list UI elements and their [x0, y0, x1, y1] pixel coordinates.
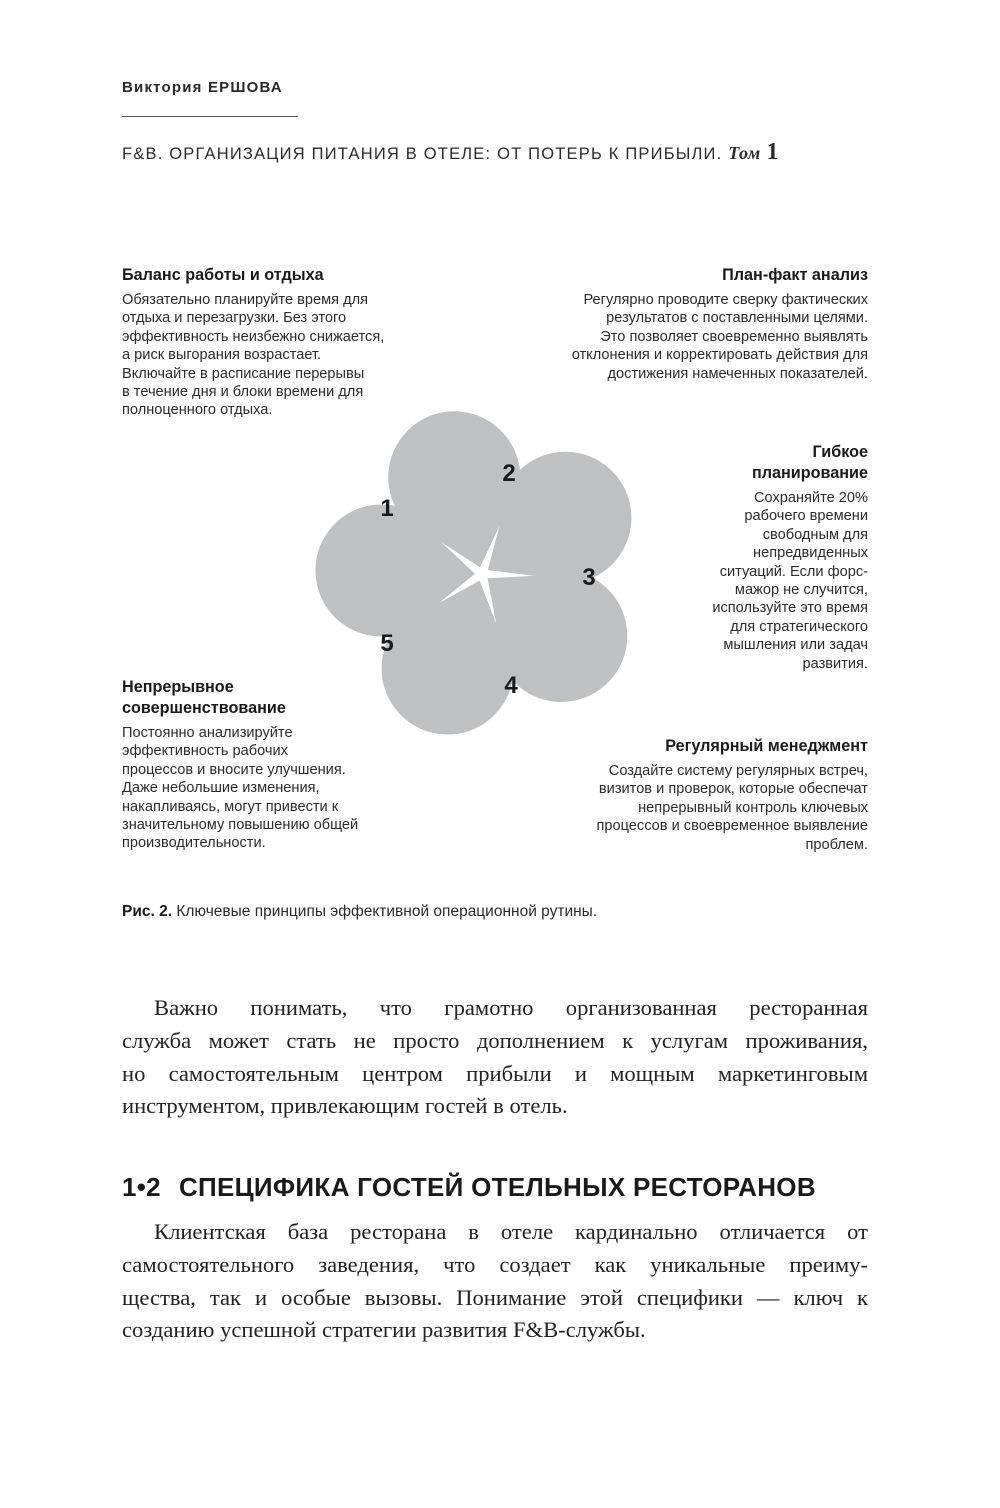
principle-plan-fact-analysis: [572, 265, 868, 383]
principle-text-line: Создайте систему регулярных встреч,: [608, 763, 868, 779]
principle-text-line: процессов и вносите улучшения.: [122, 761, 346, 778]
principle-flexible-planning: [712, 442, 868, 673]
principle-text-line: эффективность неизбежно снижается,: [122, 328, 385, 345]
paragraph-line: Важно понимать, что грамотно организованная ресторанная: [154, 995, 868, 1020]
principle-text-line: Постоянно анализируйте: [122, 725, 293, 741]
paragraph-line: Клиентская база ресторана в отеле кардинально отличается от: [154, 1219, 868, 1244]
petal-number-4: 4: [504, 672, 518, 699]
principle-text-line: развития.: [802, 655, 868, 672]
paragraph-line: созданию успешной стратегии развития F&B-службы.: [122, 1317, 646, 1343]
section-number: 1•2: [122, 1172, 161, 1202]
petal-number-1: 1: [380, 495, 394, 522]
principle-text-line: процессов и своевременное выявление: [596, 818, 868, 835]
paragraph-line: инструментом, привлекающим гостей в отель.: [122, 1093, 568, 1119]
petal-group: [313, 396, 657, 754]
paragraph-line: самостоятельного заведения, что создает как уникальные преиму-: [122, 1251, 868, 1277]
principle-text-line: отдыха и перезагрузки. Без этого: [122, 310, 347, 327]
principle-text-line: а риск выгорания возрастает.: [122, 347, 322, 364]
principle-text-line: накапливаясь, могут привести к: [122, 798, 339, 815]
principle-text-line: непрерывный контроль ключевых: [638, 799, 868, 816]
body-paragraph: [122, 1216, 868, 1347]
principle-text-line: мышления или задач: [723, 637, 868, 654]
principle-title-line: Гибкое: [812, 443, 868, 461]
principle-text-line: используйте это время: [712, 600, 868, 617]
running-header: [122, 139, 779, 166]
principle-title: [712, 442, 868, 484]
principle-text-line: для стратегического: [730, 618, 868, 635]
petal-number-2: 2: [502, 460, 516, 487]
book-title: F&B. ОРГАНИЗАЦИЯ ПИТАНИЯ В ОТЕЛЕ: ОТ ПОТЕРЬ К ПРИБЫЛИ.: [122, 145, 723, 163]
petal-number-3: 3: [582, 564, 596, 591]
body-paragraph: [122, 992, 868, 1123]
principle-text-line: свободным для: [762, 526, 868, 543]
principle-text-line: Сохраняйте 20%: [753, 490, 868, 506]
figure-caption: [122, 903, 597, 921]
caption-label: Рис. 2.: [122, 903, 173, 920]
caption-text: Ключевые принципы эффективной операционной рутины.: [176, 903, 598, 920]
principle-text-line: в течение дня и блоки времени для: [122, 384, 364, 401]
principle-text-line: отклонения и корректировать действия для: [571, 347, 868, 364]
principle-text-line: Обязательно планируйте время для: [122, 292, 369, 308]
paragraph-line: служба может стать не просто дополнением к услугам проживания,: [122, 1027, 868, 1053]
author-divider: [122, 116, 298, 117]
paragraph-line: но самостоятельным центром прибыли и мощным маркетинговым: [122, 1060, 868, 1086]
principle-text-line: ситуаций. Если форс-: [719, 563, 868, 580]
principle-text-line: визитов и проверок, которые обеспечат: [598, 781, 868, 798]
principle-text-line: производительности.: [122, 835, 266, 852]
principle-text-line: значительному повышению общей: [122, 817, 359, 834]
principle-text-line: проблем.: [805, 836, 868, 853]
section-title: СПЕЦИФИКА ГОСТЕЙ ОТЕЛЬНЫХ РЕСТОРАНОВ: [178, 1172, 816, 1202]
section-heading: [122, 1172, 816, 1203]
principle-title-line: планирование: [751, 464, 868, 482]
principle-text-line: эффективность рабочих: [122, 743, 288, 760]
volume-label: Том: [728, 143, 761, 163]
author-name: Виктория ЕРШОВА: [122, 79, 283, 96]
principle-text-line: рабочего времени: [744, 508, 868, 525]
principle-text-line: полноценного отдыха.: [122, 402, 273, 419]
principle-text-line: Регулярно проводите сверку фактических: [583, 292, 868, 308]
principle-title: Баланс работы и отдыха: [122, 266, 324, 284]
principle-title-line: совершенствование: [122, 699, 286, 717]
five-petal-diagram: [290, 380, 690, 780]
principle-title-line: Непрерывное: [122, 678, 234, 696]
petal-number-5: 5: [380, 630, 394, 657]
principle-text-line: Это позволяет своевременно выявлять: [600, 328, 868, 345]
principle-text-line: результатов с поставленными целями.: [606, 310, 868, 327]
principle-text-line: Даже небольшие изменения,: [122, 780, 320, 797]
principle-text-line: достижения намеченных показателей.: [607, 365, 868, 382]
principle-text-line: мажор не случится,: [734, 582, 868, 599]
principle-title: Регулярный менеджмент: [665, 737, 868, 755]
volume-number: 1: [766, 139, 779, 165]
principle-text-line: непредвиденных: [753, 545, 868, 562]
principle-title: План-факт анализ: [722, 266, 868, 284]
principle-text-line: Включайте в расписание перерывы: [122, 365, 365, 382]
paragraph-line: щества, так и особые вызовы. Понимание этой специфики — ключ к: [122, 1284, 868, 1310]
